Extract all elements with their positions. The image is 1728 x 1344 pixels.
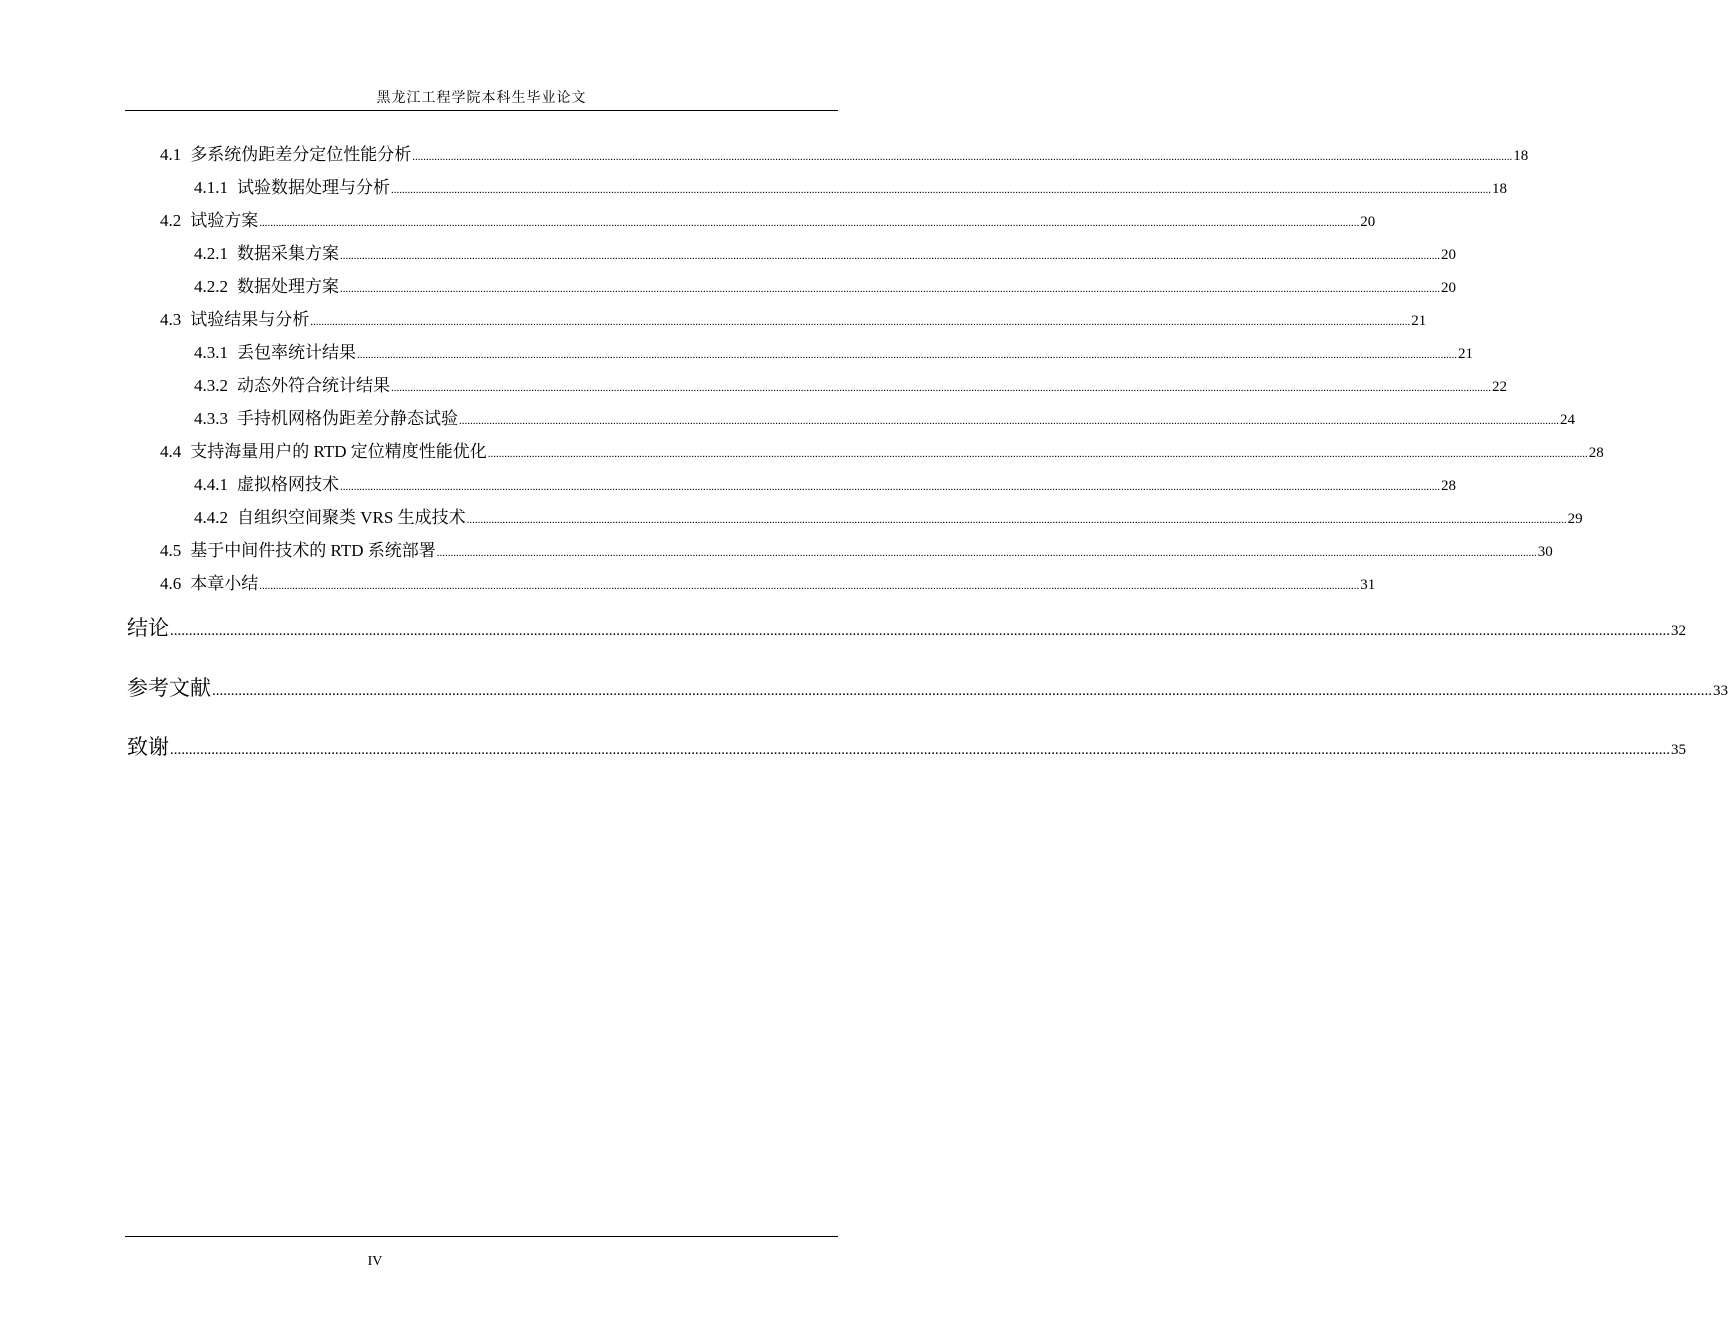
toc-entry-acknowledgements[interactable] bbox=[127, 731, 1686, 761]
toc-entry-title: 本章小结 bbox=[190, 574, 259, 593]
toc-entry-4-2-2[interactable] bbox=[194, 272, 1456, 297]
toc-entry-4-4[interactable] bbox=[160, 437, 1604, 462]
toc-entry-4-3[interactable] bbox=[160, 305, 1427, 330]
toc-leader-dots: ................................................................................................................................................................................................................................................................................................................................................................................................................ bbox=[391, 382, 1491, 394]
toc-leader-dots: ................................................................................................................................................................................................................................................................................................................................................................................................................ bbox=[310, 316, 1411, 328]
toc-leader-dots: ................................................................................................................................................................................................................................................................................................................................................................................................................ bbox=[259, 217, 1360, 229]
toc-entry-conclusion[interactable] bbox=[127, 612, 1686, 642]
toc-entry-title: 试验数据处理与分析 bbox=[237, 178, 390, 197]
toc-entry-page: 22 bbox=[1492, 379, 1507, 395]
toc-leader-dots: ................................................................................................................................................................................................................................................................................................................................................................................................................ bbox=[340, 283, 1440, 295]
toc-entry-title: 多系统伪距差分定位性能分析 bbox=[190, 145, 412, 164]
toc-entry-number: 4.4.2 bbox=[194, 508, 228, 527]
toc-entry-page: 18 bbox=[1492, 181, 1507, 197]
page-number: IV bbox=[367, 1254, 383, 1269]
toc-entry-number: 4.6 bbox=[160, 574, 182, 593]
toc-entry-page: 35 bbox=[1671, 742, 1686, 758]
header-rule bbox=[125, 110, 838, 111]
toc-entry-number: 4.2.2 bbox=[194, 277, 228, 296]
toc-leader-dots: ................................................................................................................................................................................................................................................................................................................................................................................................................ bbox=[487, 448, 1588, 460]
toc-entry-page: 30 bbox=[1537, 544, 1553, 560]
toc-entry-4-1-1[interactable] bbox=[194, 173, 1507, 198]
toc-entry-title: 试验方案 bbox=[190, 211, 259, 230]
toc-entry-page: 33 bbox=[1713, 683, 1728, 699]
toc-entry-page: 28 bbox=[1441, 478, 1456, 494]
toc-leader-dots: ................................................................................................................................................................................................................................................................................................................................................................................................................ bbox=[436, 547, 1537, 559]
toc-entry-page: 20 bbox=[1360, 214, 1376, 230]
toc-entry-page: 20 bbox=[1441, 247, 1456, 263]
toc-leader-dots: ................................................................................................................................................................................................................................................................................................................................................................................................................ bbox=[212, 683, 1712, 699]
toc-leader-dots: ................................................................................................................................................................................................................................................................................................................................................................................................................ bbox=[391, 184, 1491, 196]
toc-entry-page: 21 bbox=[1458, 346, 1473, 362]
toc-entry-4-2[interactable] bbox=[160, 206, 1376, 231]
toc-entry-page: 31 bbox=[1360, 577, 1376, 593]
toc-entry-page: 32 bbox=[1671, 623, 1686, 639]
page-header: 黑龙江工程学院本科生毕业论文 bbox=[376, 91, 587, 106]
toc-leader-dots: ................................................................................................................................................................................................................................................................................................................................................................................................................ bbox=[459, 415, 1559, 427]
toc-entry-title: 结论 bbox=[127, 616, 169, 640]
toc-leader-dots: ................................................................................................................................................................................................................................................................................................................................................................................................................ bbox=[259, 580, 1360, 592]
toc-entry-page: 20 bbox=[1441, 280, 1456, 296]
toc-entry-title: 数据采集方案 bbox=[237, 244, 339, 263]
toc-entry-page: 24 bbox=[1560, 412, 1575, 428]
toc-entry-4-3-2[interactable] bbox=[194, 371, 1507, 396]
toc-entry-title: 丢包率统计结果 bbox=[237, 343, 356, 362]
toc-entry-4-6[interactable] bbox=[160, 569, 1376, 594]
toc-entry-title: 参考文献 bbox=[127, 676, 211, 700]
toc-leader-dots: ................................................................................................................................................................................................................................................................................................................................................................................................................ bbox=[340, 481, 1440, 493]
toc-entry-page: 18 bbox=[1513, 148, 1529, 164]
toc-entry-title: 支持海量用户的 RTD 定位精度性能优化 bbox=[190, 442, 487, 461]
toc-entry-4-5[interactable] bbox=[160, 536, 1553, 561]
toc-entry-page: 29 bbox=[1567, 511, 1583, 527]
toc-entry-number: 4.3 bbox=[160, 310, 182, 329]
toc-entry-4-1[interactable] bbox=[160, 140, 1529, 165]
toc-entry-4-2-1[interactable] bbox=[194, 239, 1456, 264]
toc-entry-number: 4.2 bbox=[160, 211, 182, 230]
toc-entry-4-3-1[interactable] bbox=[194, 338, 1473, 363]
toc-leader-dots: ................................................................................................................................................................................................................................................................................................................................................................................................................ bbox=[412, 151, 1513, 163]
toc-entry-title: 数据处理方案 bbox=[237, 277, 339, 296]
toc-entry-4-4-1[interactable] bbox=[194, 470, 1456, 495]
toc-leader-dots: ................................................................................................................................................................................................................................................................................................................................................................................................................ bbox=[357, 349, 1457, 361]
footer-rule bbox=[125, 1236, 838, 1237]
toc-entry-number: 4.3.2 bbox=[194, 376, 228, 395]
toc-entry-title: 虚拟格网技术 bbox=[237, 475, 339, 494]
toc-entry-page: 21 bbox=[1411, 313, 1427, 329]
toc-entry-4-3-3[interactable] bbox=[194, 404, 1575, 429]
toc-entry-number: 4.1 bbox=[160, 145, 182, 164]
toc-entry-title: 手持机网格伪距差分静态试验 bbox=[237, 409, 458, 428]
toc-entry-title: 动态外符合统计结果 bbox=[237, 376, 390, 395]
toc-entry-page: 28 bbox=[1588, 445, 1604, 461]
toc-entry-title: 基于中间件技术的 RTD 系统部署 bbox=[190, 541, 436, 560]
toc-entry-number: 4.2.1 bbox=[194, 244, 228, 263]
toc-leader-dots: ................................................................................................................................................................................................................................................................................................................................................................................................................ bbox=[340, 250, 1440, 262]
toc-entry-title: 自组织空间聚类 VRS 生成技术 bbox=[237, 508, 466, 527]
toc-leader-dots: ................................................................................................................................................................................................................................................................................................................................................................................................................ bbox=[170, 742, 1670, 758]
toc-entry-number: 4.4.1 bbox=[194, 475, 228, 494]
toc-leader-dots: ................................................................................................................................................................................................................................................................................................................................................................................................................ bbox=[466, 514, 1567, 526]
toc-entry-number: 4.1.1 bbox=[194, 178, 228, 197]
toc-entry-number: 4.3.3 bbox=[194, 409, 228, 428]
toc-leader-dots: ................................................................................................................................................................................................................................................................................................................................................................................................................ bbox=[170, 623, 1670, 639]
toc-entry-4-4-2[interactable] bbox=[194, 503, 1583, 528]
toc-entry-references[interactable] bbox=[127, 672, 1728, 702]
toc-entry-number: 4.3.1 bbox=[194, 343, 228, 362]
toc-entry-title: 试验结果与分析 bbox=[190, 310, 310, 329]
toc-entry-number: 4.5 bbox=[160, 541, 182, 560]
toc-entry-title: 致谢 bbox=[127, 735, 169, 759]
toc-entry-number: 4.4 bbox=[160, 442, 182, 461]
